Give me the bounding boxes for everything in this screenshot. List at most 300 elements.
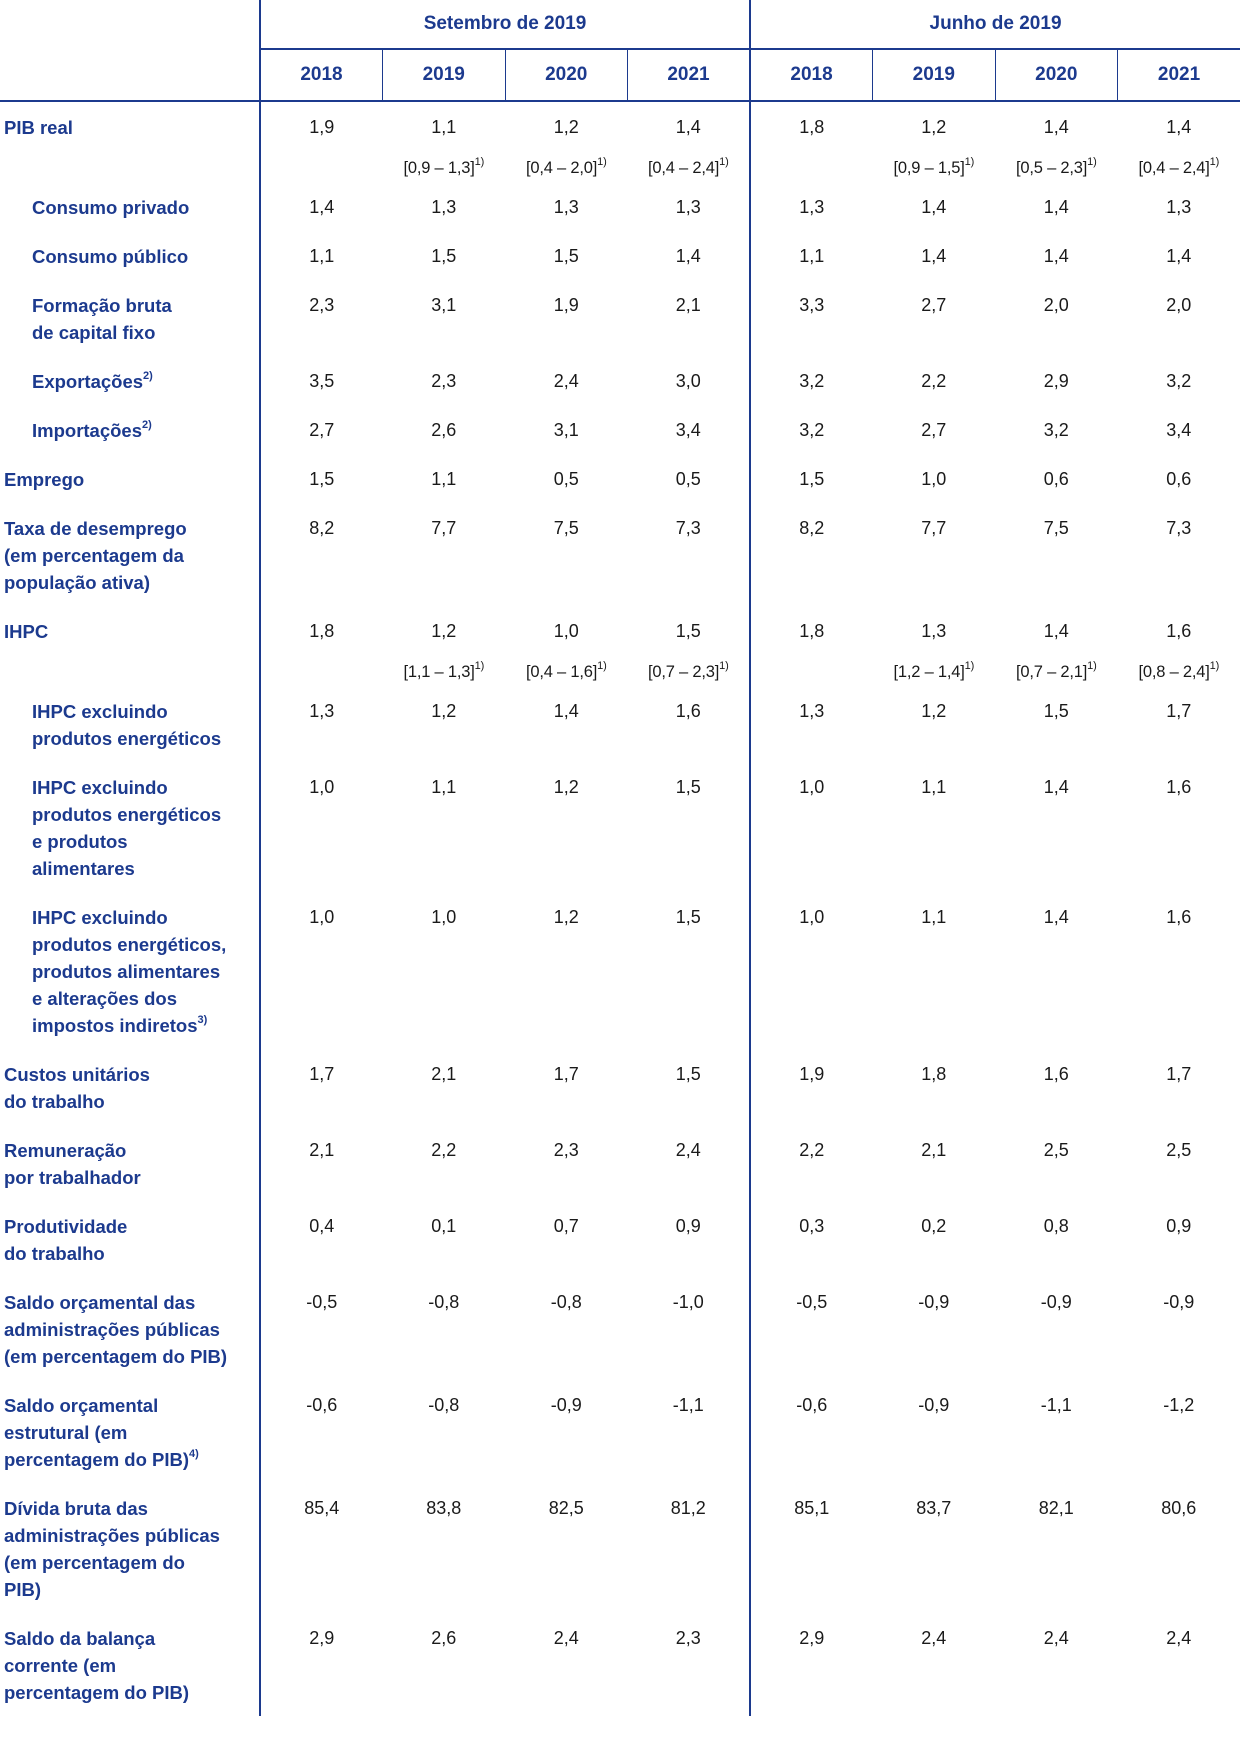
value-cell [1118, 1125, 1240, 1201]
range-row [0, 655, 1240, 686]
row-label-line: corrente (em [4, 1655, 117, 1676]
value-cell [750, 356, 873, 405]
cell-value: 3,1 [431, 295, 457, 315]
cell-value: 1,0 [921, 469, 947, 489]
cell-value: 82,5 [548, 1498, 584, 1518]
cell-value: 1,2 [553, 777, 579, 797]
corner-cell [0, 0, 260, 49]
row-label-line: do trabalho [4, 1243, 105, 1264]
group-header-junho: Junho de 2019 [750, 0, 1240, 49]
cell-value: 1,1 [921, 907, 947, 927]
value-cell [383, 356, 506, 405]
cell-value: 7,7 [921, 518, 947, 538]
range-cell [383, 151, 506, 182]
cell-value: 2,6 [431, 420, 457, 440]
table-row [0, 101, 1240, 151]
row-label-line: do trabalho [4, 1091, 105, 1112]
value-cell [260, 1049, 383, 1125]
cell-value: [0,4 – 2,0] [525, 159, 598, 177]
value-cell [750, 454, 873, 503]
cell-value: 1,5 [553, 246, 579, 266]
range-cell [628, 655, 751, 686]
value-cell [505, 405, 628, 454]
value-cell [995, 280, 1118, 356]
cell-value: [0,5 – 2,3] [1015, 159, 1088, 177]
cell-value: 1,8 [799, 621, 825, 641]
cell-value: 83,8 [426, 1498, 462, 1518]
cell-value: 2,5 [1166, 1140, 1192, 1160]
value-cell [628, 686, 751, 762]
cell-value: 1,4 [921, 246, 947, 266]
footnote-marker: 1) [1087, 155, 1097, 168]
range-cell [995, 151, 1118, 182]
value-cell [1118, 762, 1240, 892]
row-label-line: Formação bruta [32, 295, 172, 316]
cell-value: 1,8 [309, 621, 335, 641]
table-row [0, 1483, 1240, 1613]
cell-value: 2,5 [1043, 1140, 1069, 1160]
cell-value: -0,9 [1040, 1292, 1072, 1312]
value-cell [383, 405, 506, 454]
row-label-line: Exportações [32, 371, 144, 392]
value-cell [873, 686, 996, 762]
cell-value: 1,4 [921, 197, 947, 217]
row-label-line: (em percentagem do PIB) [4, 1346, 228, 1367]
cell-value: 1,2 [431, 701, 457, 721]
row-label-line: produtos energéticos [32, 804, 222, 825]
table-row [0, 892, 1240, 1049]
value-cell [750, 405, 873, 454]
row-label-line: impostos indiretos [32, 1015, 198, 1036]
row-label-line: IHPC excluindo [32, 777, 168, 798]
cell-value: -0,5 [306, 1292, 338, 1312]
cell-value: 2,7 [309, 420, 335, 440]
footnote-marker: 1) [474, 155, 485, 168]
value-cell [383, 1201, 506, 1277]
value-cell [260, 1277, 383, 1380]
footnote-marker: 1) [1209, 659, 1220, 672]
value-cell [1118, 1483, 1240, 1613]
value-cell [873, 892, 996, 1049]
cell-value: 1,4 [1166, 246, 1192, 266]
cell-value: 1,8 [799, 117, 825, 137]
cell-value: 1,5 [675, 1064, 701, 1084]
value-cell [995, 1049, 1118, 1125]
value-cell [873, 762, 996, 892]
footnote-marker: 1) [1087, 659, 1097, 672]
cell-value: 2,9 [309, 1628, 335, 1648]
footnote-marker: 1) [964, 659, 975, 672]
table-row [0, 1201, 1240, 1277]
table-row [0, 762, 1240, 892]
cell-value: 2,4 [1166, 1628, 1192, 1648]
cell-value: 2,9 [1043, 371, 1069, 391]
value-cell [750, 1049, 873, 1125]
table-row [0, 405, 1240, 454]
cell-value: 1,9 [799, 1064, 825, 1084]
cell-value: 0,2 [921, 1216, 947, 1236]
cell-value: 1,3 [309, 701, 335, 721]
value-cell [383, 1125, 506, 1201]
value-cell [1118, 1613, 1240, 1716]
cell-value: 8,2 [309, 518, 335, 538]
row-label [0, 1277, 260, 1380]
row-label-line: por trabalhador [4, 1167, 141, 1188]
cell-value: 1,3 [553, 197, 579, 217]
row-label-line: Consumo privado [32, 197, 190, 218]
row-label [0, 503, 260, 606]
value-cell [873, 1201, 996, 1277]
value-cell [505, 1613, 628, 1716]
year-header: 2018 [750, 49, 873, 101]
cell-value: 0,5 [553, 469, 579, 489]
cell-value: 0,5 [675, 469, 701, 489]
value-cell [873, 1125, 996, 1201]
cell-value: 1,6 [1166, 621, 1192, 641]
cell-value: 2,1 [675, 295, 701, 315]
cell-value: 1,4 [675, 246, 701, 266]
table-row [0, 182, 1240, 231]
value-cell [260, 892, 383, 1049]
value-cell [505, 503, 628, 606]
cell-value: 1,0 [309, 907, 335, 927]
row-label-line: IHPC [4, 621, 49, 642]
cell-value: 1,4 [553, 701, 579, 721]
row-label-line: de capital fixo [32, 322, 156, 343]
row-label [0, 1483, 260, 1613]
value-cell [995, 101, 1118, 151]
corner-cell-2 [0, 49, 260, 101]
cell-value: 1,5 [675, 621, 701, 641]
value-cell [260, 280, 383, 356]
cell-value: 1,4 [309, 197, 335, 217]
value-cell [260, 1613, 383, 1716]
value-cell [995, 231, 1118, 280]
cell-value: 1,1 [431, 777, 457, 797]
value-cell [505, 1277, 628, 1380]
value-cell [750, 686, 873, 762]
footnote-marker: 2) [142, 418, 152, 431]
row-label [0, 1613, 260, 1716]
value-cell [750, 101, 873, 151]
row-label [0, 606, 260, 655]
value-cell [383, 606, 506, 655]
value-cell [260, 182, 383, 231]
cell-value: 2,3 [309, 295, 335, 315]
value-cell [628, 1277, 751, 1380]
cell-value: 1,4 [1043, 117, 1069, 137]
value-cell [873, 280, 996, 356]
value-cell [1118, 405, 1240, 454]
row-label-line: PIB) [4, 1579, 41, 1600]
cell-value: 2,2 [799, 1140, 825, 1160]
cell-value: 2,4 [553, 1628, 579, 1648]
range-cell [383, 655, 506, 686]
table-row [0, 503, 1240, 606]
value-cell [260, 356, 383, 405]
cell-value: 3,2 [1166, 371, 1192, 391]
cell-value: [1,1 – 1,3] [403, 663, 475, 681]
value-cell [383, 1049, 506, 1125]
value-cell [995, 454, 1118, 503]
value-cell [995, 503, 1118, 606]
value-cell [628, 1049, 751, 1125]
value-cell [383, 182, 506, 231]
value-cell [995, 356, 1118, 405]
value-cell [873, 182, 996, 231]
cell-value: 3,4 [675, 420, 701, 440]
value-cell [995, 1483, 1118, 1613]
value-cell [750, 1125, 873, 1201]
row-label [0, 892, 260, 1049]
cell-value: 1,0 [309, 777, 335, 797]
value-cell [505, 606, 628, 655]
cell-value: 1,0 [799, 777, 825, 797]
value-cell [628, 405, 751, 454]
value-cell [383, 231, 506, 280]
cell-value: 1,5 [799, 469, 825, 489]
row-label [0, 454, 260, 503]
cell-value: 7,3 [675, 518, 701, 538]
row-label [0, 1049, 260, 1125]
year-header: 2019 [873, 49, 996, 101]
value-cell [750, 503, 873, 606]
range-cell [873, 655, 996, 686]
table-row [0, 686, 1240, 762]
cell-value: 2,3 [675, 1628, 701, 1648]
cell-value: 1,5 [1043, 701, 1069, 721]
value-cell [750, 1277, 873, 1380]
cell-value: 2,3 [431, 371, 457, 391]
row-label [0, 101, 260, 151]
range-cell [260, 151, 383, 182]
footnote-marker: 2) [143, 369, 153, 382]
cell-value: 1,5 [675, 907, 701, 927]
value-cell [628, 454, 751, 503]
cell-value: 2,3 [553, 1140, 579, 1160]
cell-value: 0,9 [675, 1216, 701, 1236]
cell-value: [0,4 – 2,4] [1138, 159, 1210, 177]
cell-value: 3,2 [799, 371, 825, 391]
value-cell [383, 892, 506, 1049]
cell-value: 1,3 [675, 197, 701, 217]
value-cell [383, 454, 506, 503]
row-label [0, 356, 260, 405]
value-cell [1118, 1201, 1240, 1277]
value-cell [873, 101, 996, 151]
value-cell [383, 762, 506, 892]
table-row [0, 1125, 1240, 1201]
cell-value: [0,4 – 2,4] [647, 159, 720, 177]
range-cell [750, 151, 873, 182]
value-cell [383, 503, 506, 606]
value-cell [505, 356, 628, 405]
range-cell [260, 655, 383, 686]
value-cell [873, 405, 996, 454]
row-label-line: percentagem do PIB) [4, 1682, 190, 1703]
cell-value: 1,6 [675, 701, 701, 721]
cell-value: 1,6 [1043, 1064, 1069, 1084]
value-cell [260, 503, 383, 606]
footnote-marker: 1) [597, 659, 607, 672]
value-cell [628, 1380, 751, 1483]
value-cell [1118, 892, 1240, 1049]
cell-value: 1,5 [309, 469, 335, 489]
cell-value: 1,1 [799, 246, 825, 266]
range-cell [1118, 151, 1240, 182]
cell-value: [0,7 – 2,3] [647, 663, 720, 681]
cell-value: -0,6 [796, 1395, 828, 1415]
value-cell [1118, 101, 1240, 151]
cell-value: 2,1 [921, 1140, 947, 1160]
range-cell [750, 655, 873, 686]
value-cell [260, 454, 383, 503]
cell-value: 1,2 [553, 117, 579, 137]
cell-value: 2,0 [1043, 295, 1069, 315]
cell-value: 1,3 [431, 197, 457, 217]
cell-value: 1,9 [309, 117, 335, 137]
value-cell [383, 280, 506, 356]
cell-value: 0,4 [309, 1216, 335, 1236]
row-label-line: Saldo orçamental [4, 1395, 159, 1416]
row-label [0, 151, 260, 182]
cell-value: 1,5 [675, 777, 701, 797]
value-cell [505, 1380, 628, 1483]
value-cell [260, 606, 383, 655]
value-cell [750, 182, 873, 231]
value-cell [505, 1125, 628, 1201]
range-cell [505, 151, 628, 182]
cell-value: 1,7 [1166, 1064, 1192, 1084]
cell-value: 2,7 [921, 420, 947, 440]
value-cell [628, 1125, 751, 1201]
cell-value: 3,4 [1166, 420, 1192, 440]
value-cell [1118, 356, 1240, 405]
cell-value: 1,2 [553, 907, 579, 927]
cell-value: 2,4 [921, 1628, 947, 1648]
value-cell [873, 231, 996, 280]
cell-value: 1,7 [309, 1064, 335, 1084]
cell-value: -1,1 [672, 1395, 704, 1415]
cell-value: 3,2 [799, 420, 825, 440]
value-cell [750, 1483, 873, 1613]
cell-value: -1,0 [672, 1292, 704, 1312]
cell-value: 0,3 [799, 1216, 825, 1236]
value-cell [750, 280, 873, 356]
cell-value: 1,4 [1043, 246, 1069, 266]
range-row [0, 151, 1240, 182]
value-cell [750, 231, 873, 280]
value-cell [505, 762, 628, 892]
cell-value: 1,6 [1166, 907, 1192, 927]
value-cell [1118, 454, 1240, 503]
row-label [0, 231, 260, 280]
cell-value: -0,8 [428, 1292, 460, 1312]
value-cell [995, 892, 1118, 1049]
cell-value: 1,2 [431, 621, 457, 641]
value-cell [383, 1483, 506, 1613]
cell-value: 0,6 [1043, 469, 1069, 489]
row-label [0, 762, 260, 892]
value-cell [260, 1125, 383, 1201]
value-cell [995, 1125, 1118, 1201]
cell-value: 1,3 [799, 701, 825, 721]
value-cell [750, 1613, 873, 1716]
cell-value: [0,4 – 1,6] [525, 663, 598, 681]
row-label-line: administrações públicas [4, 1525, 220, 1546]
value-cell [628, 231, 751, 280]
footnote-marker: 1) [964, 155, 975, 168]
row-label [0, 182, 260, 231]
cell-value: 1,3 [799, 197, 825, 217]
row-label-line: Importações [32, 420, 143, 441]
value-cell [505, 280, 628, 356]
cell-value: 1,8 [921, 1064, 947, 1084]
row-label-line: Taxa de desemprego [4, 518, 187, 539]
row-label-line: alimentares [32, 858, 135, 879]
value-cell [260, 686, 383, 762]
cell-value: 1,7 [1166, 701, 1192, 721]
value-cell [505, 182, 628, 231]
value-cell [628, 1201, 751, 1277]
cell-value: -0,9 [918, 1395, 950, 1415]
cell-value: -0,9 [550, 1395, 582, 1415]
cell-value: 0,8 [1043, 1216, 1069, 1236]
value-cell [873, 454, 996, 503]
value-cell [260, 231, 383, 280]
row-label [0, 1380, 260, 1483]
row-label-line: percentagem do PIB) [4, 1449, 190, 1470]
value-cell [383, 1380, 506, 1483]
row-label-line: Remuneração [4, 1140, 127, 1161]
row-label-line: produtos energéticos [32, 728, 222, 749]
range-cell [628, 151, 751, 182]
row-label-line: (em percentagem do [4, 1552, 185, 1573]
header-group-row [0, 0, 1240, 49]
cell-value: 7,5 [1043, 518, 1069, 538]
cell-value: -0,5 [796, 1292, 828, 1312]
row-label-line: Consumo público [32, 246, 189, 267]
cell-value: -0,6 [306, 1395, 338, 1415]
cell-value: 85,4 [304, 1498, 340, 1518]
row-label-line: Saldo orçamental das [4, 1292, 196, 1313]
value-cell [383, 101, 506, 151]
row-label-line: e produtos [32, 831, 128, 852]
cell-value: 7,3 [1166, 518, 1192, 538]
cell-value: 1,1 [431, 469, 457, 489]
cell-value: -0,8 [550, 1292, 582, 1312]
cell-value: 2,2 [431, 1140, 457, 1160]
value-cell [750, 1201, 873, 1277]
value-cell [628, 503, 751, 606]
value-cell [628, 101, 751, 151]
year-header: 2018 [260, 49, 383, 101]
cell-value: [0,9 – 1,3] [403, 159, 475, 177]
table-row [0, 1049, 1240, 1125]
group-header-setembro: Setembro de 2019 [260, 0, 750, 49]
cell-value: 1,4 [1043, 197, 1069, 217]
table-row [0, 606, 1240, 655]
row-label-line: administrações públicas [4, 1319, 220, 1340]
cell-value: 1,2 [921, 117, 947, 137]
row-label-line: IHPC excluindo [32, 701, 168, 722]
value-cell [1118, 280, 1240, 356]
value-cell [260, 762, 383, 892]
cell-value: 1,5 [431, 246, 457, 266]
value-cell [873, 356, 996, 405]
cell-value: 1,4 [1166, 117, 1192, 137]
cell-value: 1,3 [1166, 197, 1192, 217]
